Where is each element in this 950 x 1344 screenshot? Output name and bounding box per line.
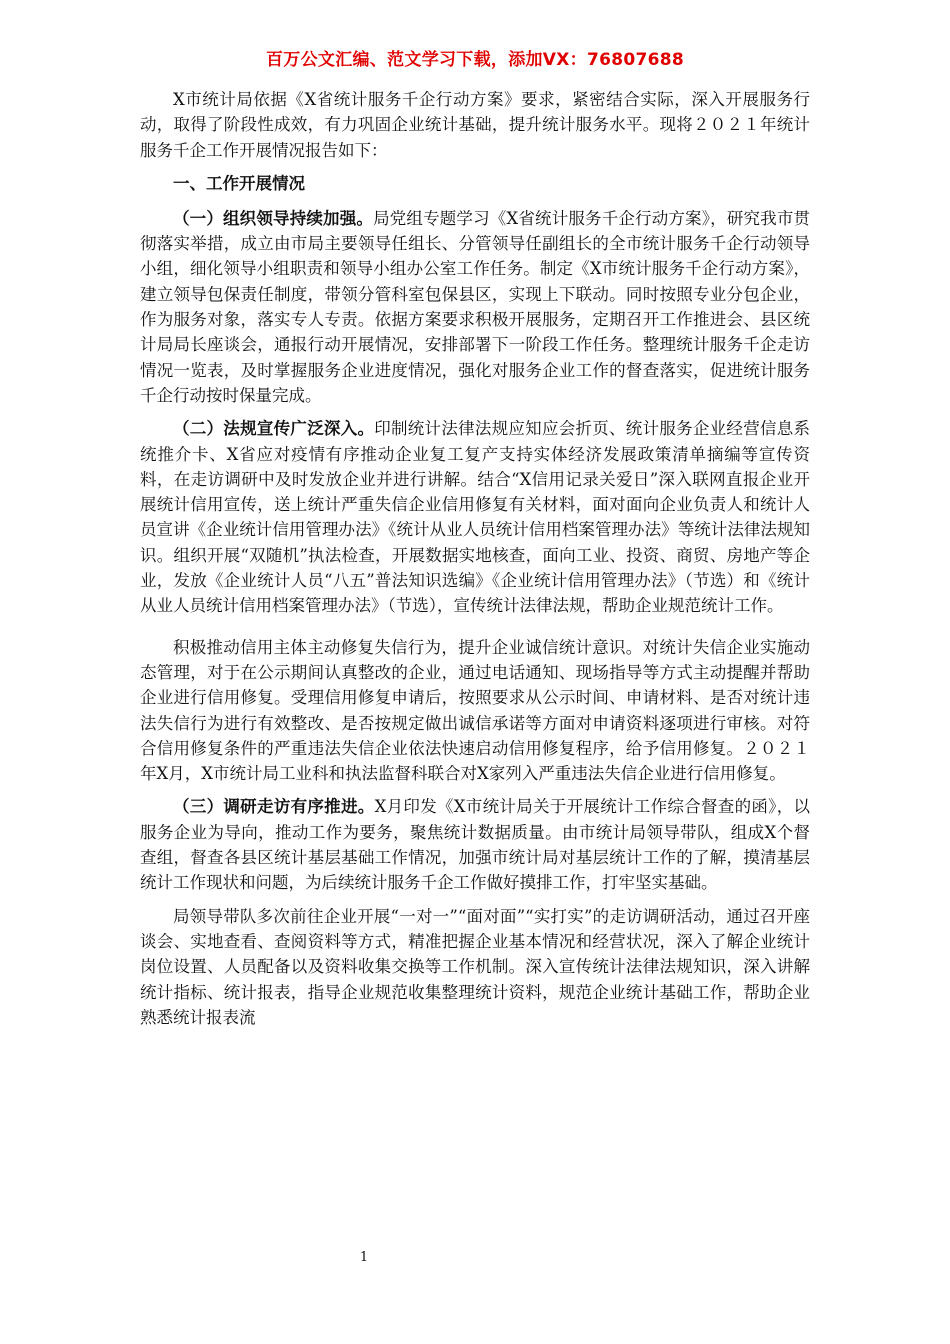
document-body bbox=[140, 87, 810, 1038]
section-heading: 一、工作开展情况 bbox=[173, 173, 305, 193]
item-title-1: （一）组织领导持续加强。 bbox=[173, 208, 374, 228]
visit-paragraph: 局领导带队多次前往企业开展“一对一”“面对面”“实打实”的走访调研活动，通过召开座谈会、实地查看、查阅资料等方式，精准把握企业基本情况和经营状况，深入了解企业统计岗位设置、人员配备以及资料收集交换等工作机制。深入宣传统计法律法规知识，深入讲解统计指标、统计报表，指导企业规范收集整理统计资料，规范企业统计基础工作，帮助企业熟悉统计报表流 bbox=[140, 906, 810, 1027]
page-number: 1 bbox=[359, 1250, 369, 1265]
promo-banner: 百万公文汇编、范文学习下载，添加VX：76807688 bbox=[266, 50, 684, 70]
item-paragraph-3 bbox=[140, 794, 810, 895]
item-text-1: 局党组专题学习《X省统计服务千企行动方案》，研究我市贯彻落实举措，成立由市局主要领导任组长、分管领导任副组长的全市统计服务千企行动领导小组，细化领导小组职责和领导小组办公室工作任务。制定《X市统计服务千企行动方案》，建立领导包保责任制度，带领分管科室包保县区，实现上下联动。同时按照专业分包企业，作为服务对象，落实专人专责。依据方案要求积极开展服务，定期召开工作推进会、县区统计局局长座谈会，通报行动开展情况，安排部署下一阶段工作任务。整理统计服务千企走访情况一览表，及时掌握服务企业进度情况，强化对服务企业工作的督查落实，促进统计服务千企行动按时保量完成。 bbox=[140, 208, 811, 405]
item-paragraph-2 bbox=[140, 416, 810, 618]
item-title-3: （三）调研走访有序推进。 bbox=[173, 797, 375, 817]
item-paragraph-1 bbox=[140, 206, 810, 408]
intro-paragraph: X市统计局依据《X省统计服务千企行动方案》要求，紧密结合实际，深入开展服务行动，取得了阶段性成效，有力巩固企业统计基础，提升统计服务水平。现将２０２１年统计服务千企工作开展情况报告如下： bbox=[140, 90, 810, 160]
item-text-3: X月印发《X市统计局关于开展统计工作综合督查的函》，以服务企业为导向，推动工作为要务，聚焦统计数据质量。由市统计局领导带队，组成X个督查组，督查各县区统计基层基础工作情况，加强市统计局对基层统计工作的了解，摸清基层统计工作现状和问题，为后续统计服务千企工作做好摸排工作，打牢坚实基础。 bbox=[140, 797, 811, 893]
item-text-2: 印制统计法律法规应知应会折页、统计服务企业经营信息系统推介卡、X省应对疫情有序推动企业复工复产支持实体经济发展政策清单摘编等宣传资料，在走访调研中及时发放企业并进行讲解。结合“X信用记录关爱日”深入联网直报企业开展统计信用宣传，送上统计严重失信企业信用修复有关材料，面对面向企业负责人和统计人员宣讲《企业统计信用管理办法》《统计从业人员统计信用档案管理办法》等统计法律法规知识。组织开展“双随机”执法检查，开展数据实地核查，面向工业、投资、商贸、房地产等企业，发放《企业统计人员“八五”普法知识选编》《企业统计信用管理办法》（节选）和《统计从业人员统计信用档案管理办法》（节选），宣传统计法律法规，帮助企业规范统计工作。 bbox=[140, 419, 811, 616]
credit-paragraph: 积极推动信用主体主动修复失信行为，提升企业诚信统计意识。对统计失信企业实施动态管理，对于在公示期间认真整改的企业，通过电话通知、现场指导等方式主动提醒并帮助企业进行信用修复。受理信用修复申请后，按照要求从公示时间、申请材料、是否对统计违法失信行为进行有效整改、是否按规定做出诚信承诺等方面对申请资料逐项进行审核。对符合信用修复条件的严重违法失信企业依法快速启动信用修复程序，给予信用修复。２０２１年X月，X市统计局工业科和执法监督科联合对X家列入严重违法失信企业进行信用修复。 bbox=[140, 637, 810, 784]
item-title-2: （二）法规宣传广泛深入。 bbox=[173, 419, 375, 439]
